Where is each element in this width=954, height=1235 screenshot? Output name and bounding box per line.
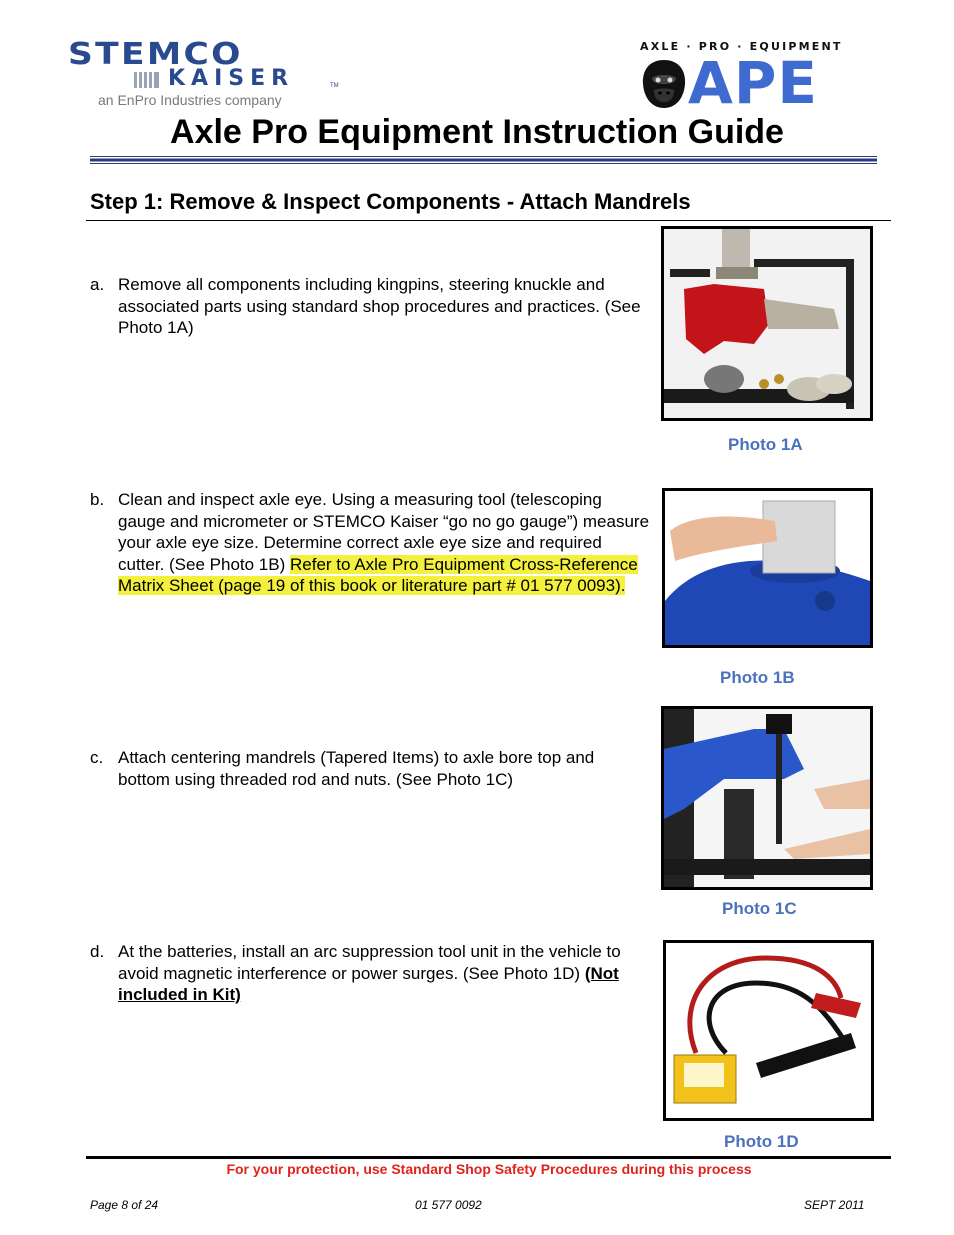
page-title: Axle Pro Equipment Instruction Guide — [170, 113, 784, 151]
cross-reference-highlight: Refer to Axle Pro Equipment Cross-Reference Matrix Sheet (page 19 of this book or literature part # 01 577 0093). — [118, 554, 638, 595]
photo-1b-caption: Photo 1B — [720, 668, 795, 687]
instruction-item-c — [90, 747, 650, 790]
gorilla-head-icon — [638, 58, 690, 110]
arc-suppressor-photo-image — [666, 943, 871, 1118]
kaiser-wordmark: KAISER — [168, 66, 295, 91]
knuckle-photo-image — [664, 229, 870, 418]
step-divider — [86, 220, 891, 221]
trademark-mark: TM — [330, 83, 339, 89]
gauge-photo-image — [665, 491, 870, 645]
item-marker: c. — [90, 748, 104, 767]
stemco-wordmark: STEMCO — [68, 37, 243, 72]
document-number: 01 577 0092 — [415, 1198, 482, 1212]
photo-1c-caption: Photo 1C — [722, 899, 797, 918]
photo-1d-caption: Photo 1D — [724, 1132, 799, 1151]
instruction-item-d — [90, 941, 650, 1006]
photo-1c — [661, 706, 873, 890]
step-heading: Step 1: Remove & Inspect Components - Attach Mandrels — [90, 189, 691, 214]
kaiser-bars-icon — [132, 71, 162, 89]
ape-wordmark: APE — [688, 49, 819, 117]
instruction-item-b — [90, 489, 650, 597]
item-marker: d. — [90, 942, 105, 961]
item-text: At the batteries, install an arc suppression tool unit in the vehicle to avoid magnetic interference or power surges. (See Photo 1D) — [118, 942, 621, 983]
instruction-item-a — [90, 274, 650, 339]
item-text: Clean and inspect axle eye. Using a measuring tool (telescoping gauge and micrometer or STEMCO Kaiser “go no go gauge”) measure your axle eye size. Determine correct axle eye size and required cutter. (See Photo 1B) — [118, 490, 650, 574]
publication-date: SEPT 2011 — [804, 1198, 865, 1212]
photo-1d — [663, 940, 874, 1121]
title-divider — [90, 156, 877, 164]
item-marker: b. — [90, 490, 105, 509]
ape-tagline: AXLE · PRO · EQUIPMENT — [640, 40, 843, 53]
photo-1a — [661, 226, 873, 421]
mandrel-photo-image — [664, 709, 870, 887]
not-included-note: (Not included in Kit) — [118, 963, 619, 1004]
photo-1a-caption: Photo 1A — [728, 435, 803, 454]
item-marker: a. — [90, 275, 105, 294]
item-text: Attach centering mandrels (Tapered Items) to axle bore top and bottom using threaded rod and nuts. (See Photo 1C) — [118, 748, 595, 789]
stemco-kaiser-logo — [68, 37, 339, 112]
safety-notice: For your protection, use Standard Shop Safety Procedures during this process — [226, 1161, 752, 1177]
photo-1b — [662, 488, 873, 648]
footer-divider — [86, 1156, 891, 1159]
item-text: Remove all components including kingpins, steering knuckle and associated parts using standard shop procedures and practices. (See Photo 1A) — [118, 275, 641, 337]
page-number: Page 8 of 24 — [90, 1198, 159, 1212]
enpro-tagline: an EnPro Industries company — [98, 92, 282, 108]
